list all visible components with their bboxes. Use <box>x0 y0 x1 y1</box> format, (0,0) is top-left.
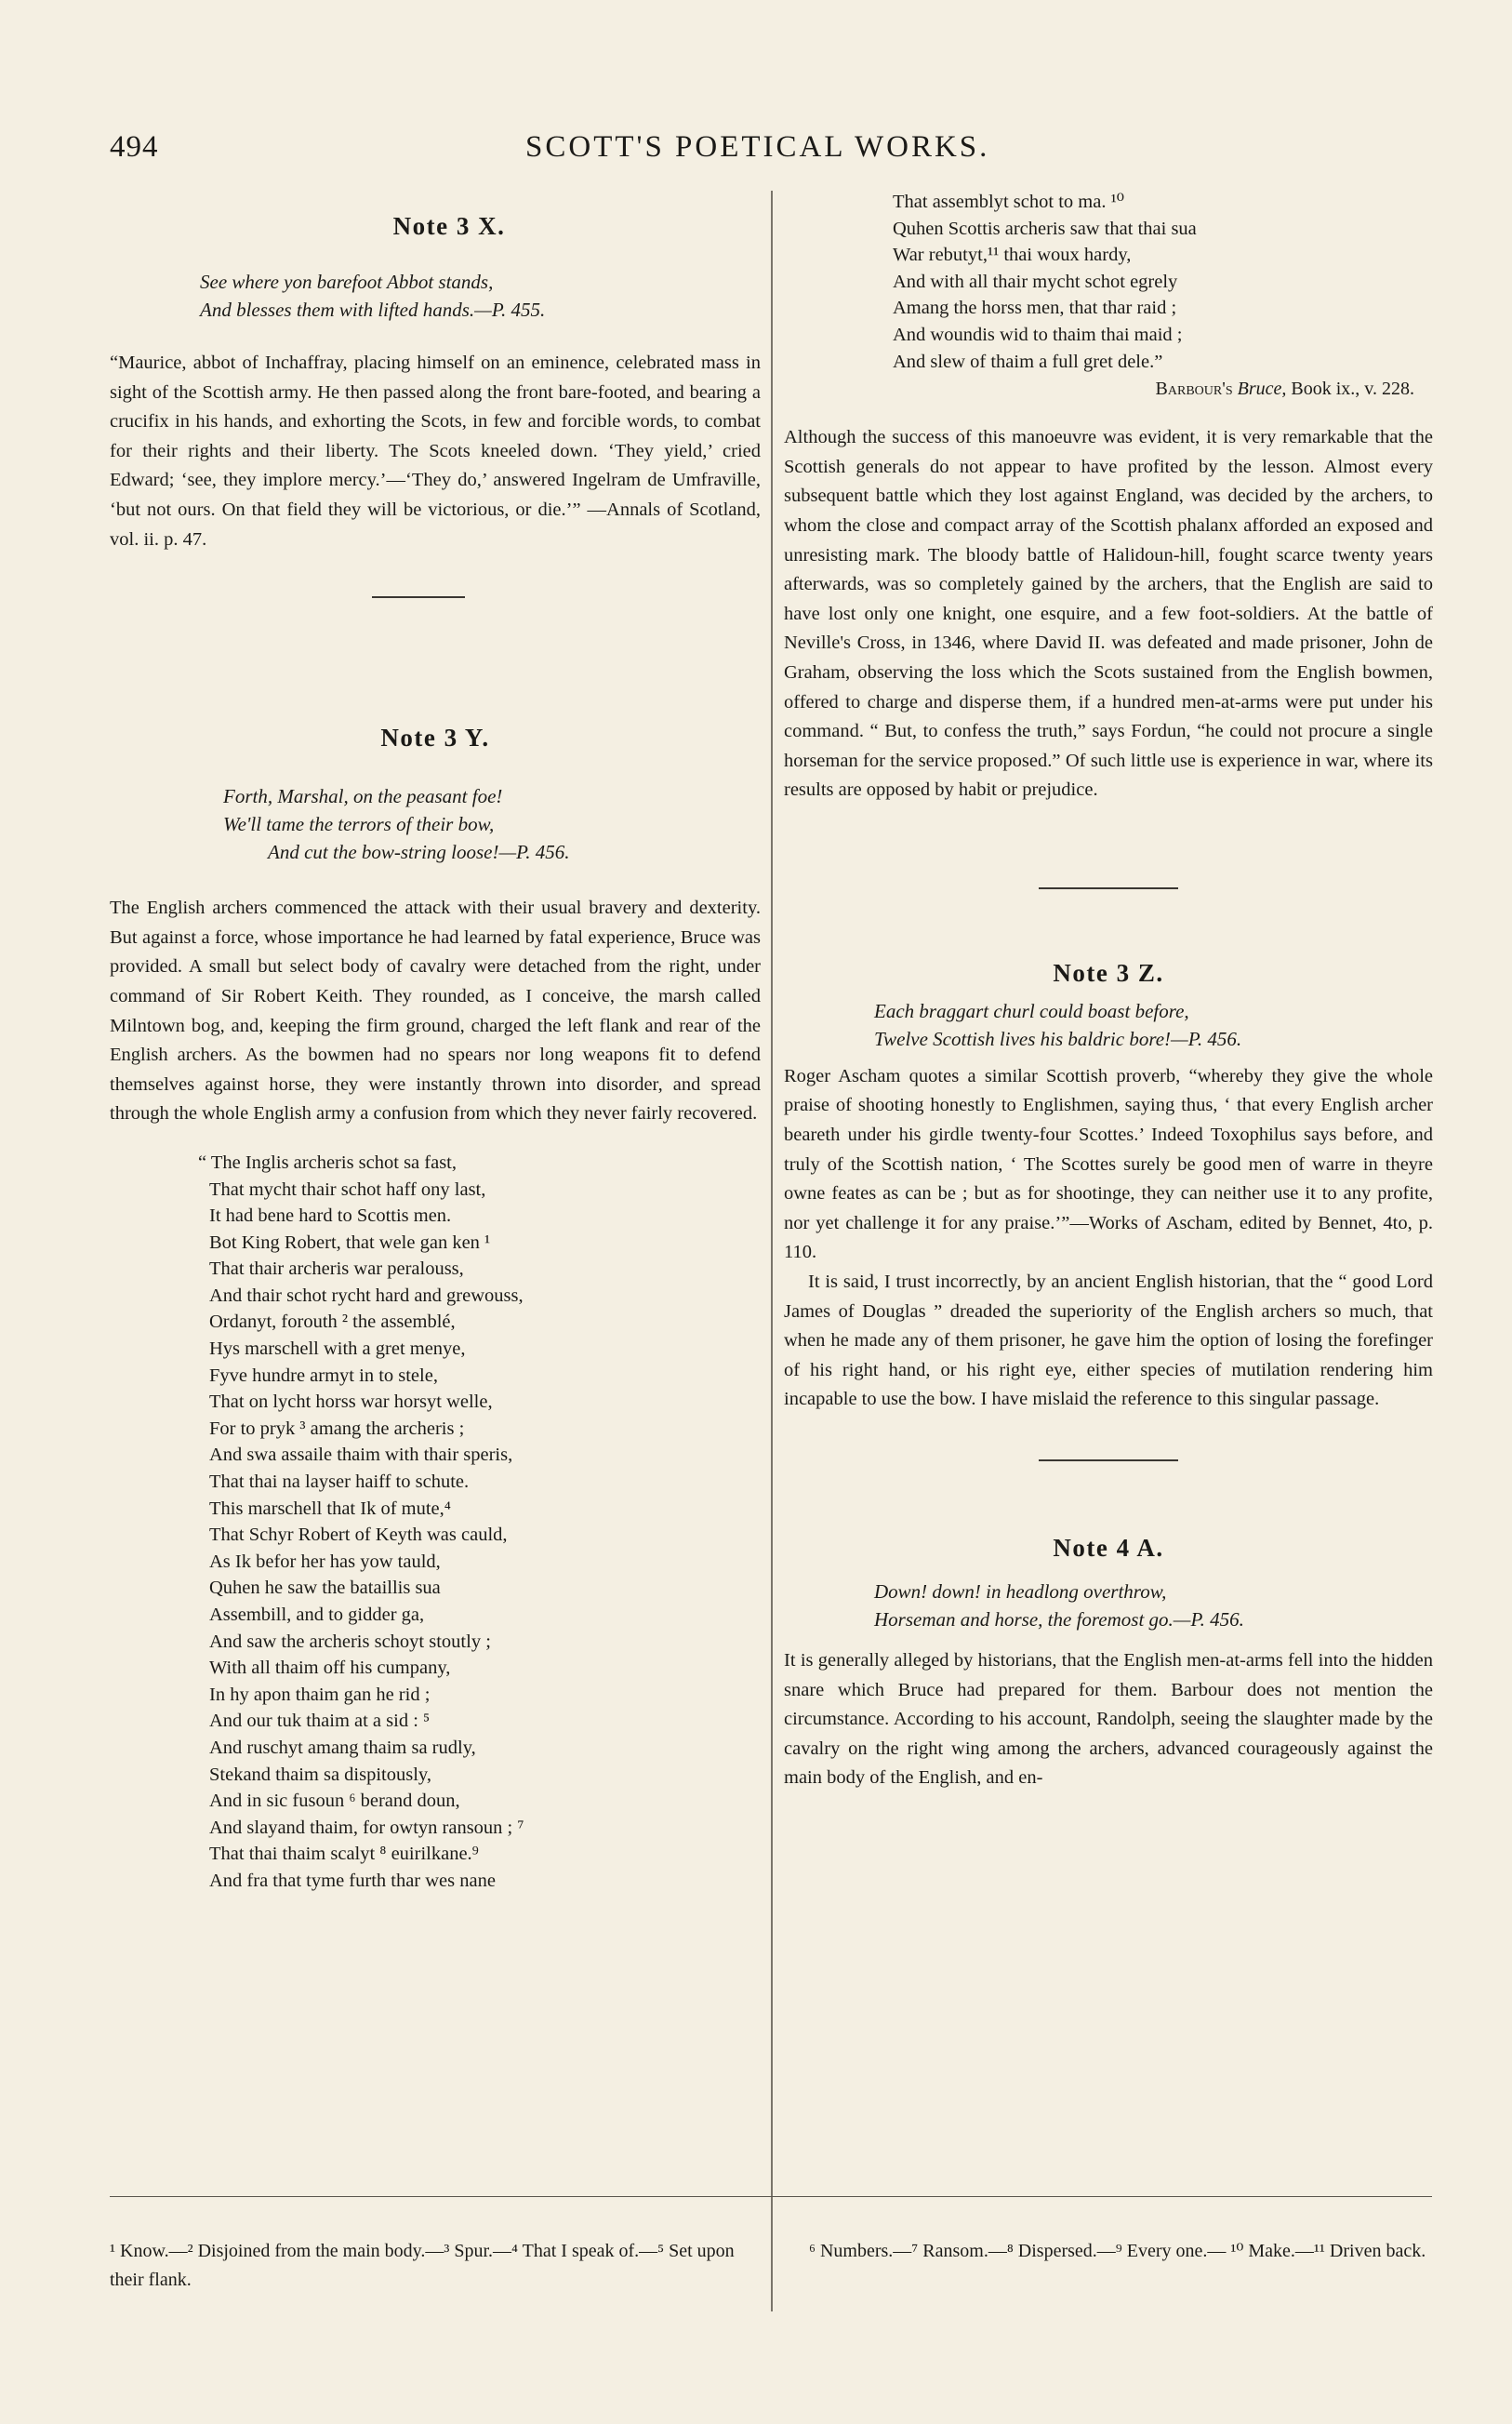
epigraph-line: Down! down! in headlong overthrow, <box>874 1580 1167 1603</box>
section-separator <box>1039 887 1178 889</box>
epigraph <box>784 1578 1433 1633</box>
poem-line: That thai na layser haiff to schute. <box>209 1472 470 1493</box>
epigraph-line: And blesses them with lifted hands.—P. 455. <box>200 299 546 321</box>
poem-line: In hy apon thaim gan he rid ; <box>209 1684 431 1705</box>
footnote-rule <box>110 2196 1432 2197</box>
epigraph-line: We'll tame the terrors of their bow, <box>223 813 495 836</box>
poem-line: That thair archeris war peralouss, <box>209 1259 464 1280</box>
column-divider <box>771 191 773 2311</box>
epigraph <box>784 997 1433 1053</box>
note-3y <box>110 724 761 1894</box>
poem-line: With all thaim off his cumpany, <box>209 1658 451 1679</box>
poem-line: This marschell that Ik of mute,⁴ <box>209 1498 451 1519</box>
poem-line: That thai thaim scalyt ⁸ euirilkane.⁹ <box>209 1844 479 1865</box>
poem-line: That mycht thair schot haff ony last, <box>209 1179 486 1200</box>
note-3z <box>784 959 1433 1415</box>
poem-line: As Ik befor her has yow tauld, <box>209 1551 441 1572</box>
poem-line: Assembill, and to gidder ga, <box>209 1605 425 1625</box>
attribution-author: Barbour's <box>1155 379 1233 400</box>
poem-line: And ruschyt amang thaim sa rudly, <box>209 1737 476 1758</box>
poem-line: Quhen Scottis archeris saw that thai sua <box>893 218 1197 239</box>
poem-line: And thair schot rycht hard and grewouss, <box>209 1285 524 1306</box>
note-body: “Maurice, abbot of Inchaffray, placing himself on an eminence, celebrated mass in sight of the Scottish army. He then passed along the front bare-footed, and bearing a crucifix in his hands, and exhorting the Scots, in few and forcible words, to combat for their rights and their liberty. The Scots kneeled down. ‘They yield,’ cried Edward; ‘see, they implore mercy.’—‘They do,’ answered Ingelram de Umfraville, ‘but not ours. On that field they will be victorious, or die.’” —Annals of Scotland, vol. ii. p. 47. <box>110 353 761 550</box>
poem-line: War rebutyt,¹¹ thai woux hardy, <box>893 245 1132 266</box>
poem-line: And woundis wid to thaim thai maid ; <box>893 324 1183 345</box>
note-title: Note 3 Z. <box>1053 958 1164 987</box>
section-separator <box>1039 1459 1178 1461</box>
poem-line: That assemblyt schot to ma. ¹⁰ <box>893 192 1124 212</box>
epigraph-line: See where yon barefoot Abbot stands, <box>200 271 494 293</box>
poem-line: That Schyr Robert of Keyth was cauld, <box>209 1525 508 1546</box>
poem-line: And saw the archeris schoyt stoutly ; <box>209 1631 491 1652</box>
note-title: Note 3 X. <box>392 212 506 240</box>
right-column <box>784 189 1433 1793</box>
attribution-reference: Book ix., v. 228. <box>1291 379 1414 400</box>
note-3x <box>110 212 761 554</box>
continuation-text: Although the success of this manoeuvre was evident, it is very remarkable that the Scottish generals do not appear to have profited by the lesson. Almost every subsequent battle which they lost against England, was decided by the archers, to whom the close and compact array of the Scottish phalanx afforded an exposed and unresisting mark. The bloody battle of Halidoun-hill, fought scarce twenty years afterwards, was so completely gained by the archers, that the English are said to have lost only one knight, one esquire, and a few foot-soldiers. At the battle of Neville's Cross, in 1346, where David II. was defeated and made prisoner, John de Graham, observing the loss which the Scots sustained from the English bowmen, offered to charge and disperse them, if a hundred men-at-arms were put under his command. “ But, to confess the truth,” says Fordun, “he could not procure a single horseman for the service proposed.” Of such little use is experience in war, where its results are opposed by habit or prejudice. <box>784 427 1433 801</box>
epigraph-line: Horseman and horse, the foremost go.—P. 456. <box>874 1608 1244 1631</box>
epigraph <box>110 268 761 324</box>
note-body: The English archers commenced the attack with their usual bravery and dexterity. But against a force, whose importance he had learned by fatal experience, Bruce was provided. A small but select body of cavalry were detached from the right, under command of Sir Robert Keith. They rounded, as I conceive, the marsh called Milntown bog, and, keeping the firm ground, charged the left flank and rear of the English archers. As the bowmen had no spears nor long weapons fit to defend themselves against horse, they were instantly thrown into disorder, and spread through the whole English army a confusion from which they never fairly recovered. <box>110 898 761 1125</box>
poem-line: It had bene hard to Scottis men. <box>209 1205 452 1227</box>
poem-line: Quhen he saw the bataillis sua <box>209 1578 441 1599</box>
poem-line: And with all thair mycht schot egrely <box>893 271 1178 292</box>
page-number: 494 <box>110 130 159 164</box>
note-body: Roger Ascham quotes a similar Scottish proverb, “whereby they give the whole praise of shooting honestly to Englishmen, saying thus, ‘ that every English archer beareth under his girdle twenty-four Scottes.’ Indeed Toxophilus says before, and truly of the Scottish nation, ‘ The Scottes surely be good men of warre in theyre owne feates as can be ; but as for shootinge, they can neither use it to any profite, nor yet challenge it for any praise.’”—Works of Ascham, edited by Bennet, 4to, p. 110. <box>784 1065 1433 1263</box>
poem-line: That on lycht horss war horsyt welle, <box>209 1392 493 1413</box>
epigraph-line: Each braggart churl could boast before, <box>874 999 1189 1022</box>
poem-line: Ordanyt, forouth ² the assemblé, <box>209 1312 456 1333</box>
note-title: Note 3 Y. <box>380 724 490 753</box>
epigraph-line: Twelve Scottish lives his baldric bore!—P. 456. <box>874 1027 1242 1050</box>
note-body: It is generally alleged by historians, that the English men-at-arms fell into the hidden snare which Bruce had prepared for them. Barbour does not mention the circumstance. According to his account, Randolph, seeing the slaughter made by the cavalry on the right wing among the archers, advanced courageously against the main body of the English, and en- <box>784 1650 1433 1789</box>
poem-line: Fyve hundre armyt in to stele, <box>209 1365 438 1386</box>
running-title: SCOTT'S POETICAL WORKS. <box>525 130 990 164</box>
left-column <box>110 212 761 1895</box>
poem-line: Amang the horss men, that thar raid ; <box>893 298 1177 319</box>
poem-line: Hys marschell with a gret menye, <box>209 1339 466 1360</box>
footnotes-right: ⁶ Numbers.—⁷ Ransom.—⁸ Dispersed.—⁹ Every one.— ¹⁰ Make.—¹¹ Driven back. <box>809 2241 1426 2261</box>
epigraph-line: And cut the bow-string loose!—P. 456. <box>268 841 570 864</box>
note-4a <box>784 1534 1433 1793</box>
poem-line: And swa assaile thaim with thair speris, <box>209 1445 513 1466</box>
poem-line: And slew of thaim a full gret dele.” <box>893 351 1163 372</box>
epigraph-line: Forth, Marshal, on the peasant foe! <box>223 785 503 808</box>
note-title: Note 4 A. <box>1053 1534 1164 1562</box>
poem-line: And slayand thaim, for owtyn ransoun ; ⁷ <box>209 1817 524 1838</box>
poem-line: Bot King Robert, that wele gan ken ¹ <box>209 1232 491 1253</box>
poem-line: And our tuk thaim at a sid : ⁵ <box>209 1711 431 1732</box>
poem-line: And in sic fusoun ⁶ berand doun, <box>209 1791 460 1812</box>
quoted-poem-continued <box>784 189 1433 375</box>
poem-line: Stekand thaim sa dispitously, <box>209 1764 431 1785</box>
poem-line: “ The Inglis archeris schot sa fast, <box>198 1152 457 1173</box>
note-body: It is said, I trust incorrectly, by an ancient English historian, that the “ good Lord James of Douglas ” dreaded the superiority of the English archers so much, that when he made any of them prisoner, he gave him the option of losing the forefinger of his right hand, or his right eye, either species of mutilation rendering him incapable to use the bow. I have mislaid the reference to this singular passage. <box>784 1272 1433 1410</box>
poem-attribution <box>784 375 1433 403</box>
attribution-work: Bruce, <box>1237 379 1287 400</box>
epigraph <box>110 782 761 866</box>
poem-line: And fra that tyme furth thar wes nane <box>209 1870 496 1891</box>
section-separator <box>372 596 465 598</box>
poem-line: For to pryk ³ amang the archeris ; <box>209 1418 465 1439</box>
footnotes-left: ¹ Know.—² Disjoined from the main body.—³ Spur.—⁴ That I speak of.—⁵ Set upon their flank. <box>110 2241 735 2290</box>
quoted-poem <box>110 1150 761 1895</box>
